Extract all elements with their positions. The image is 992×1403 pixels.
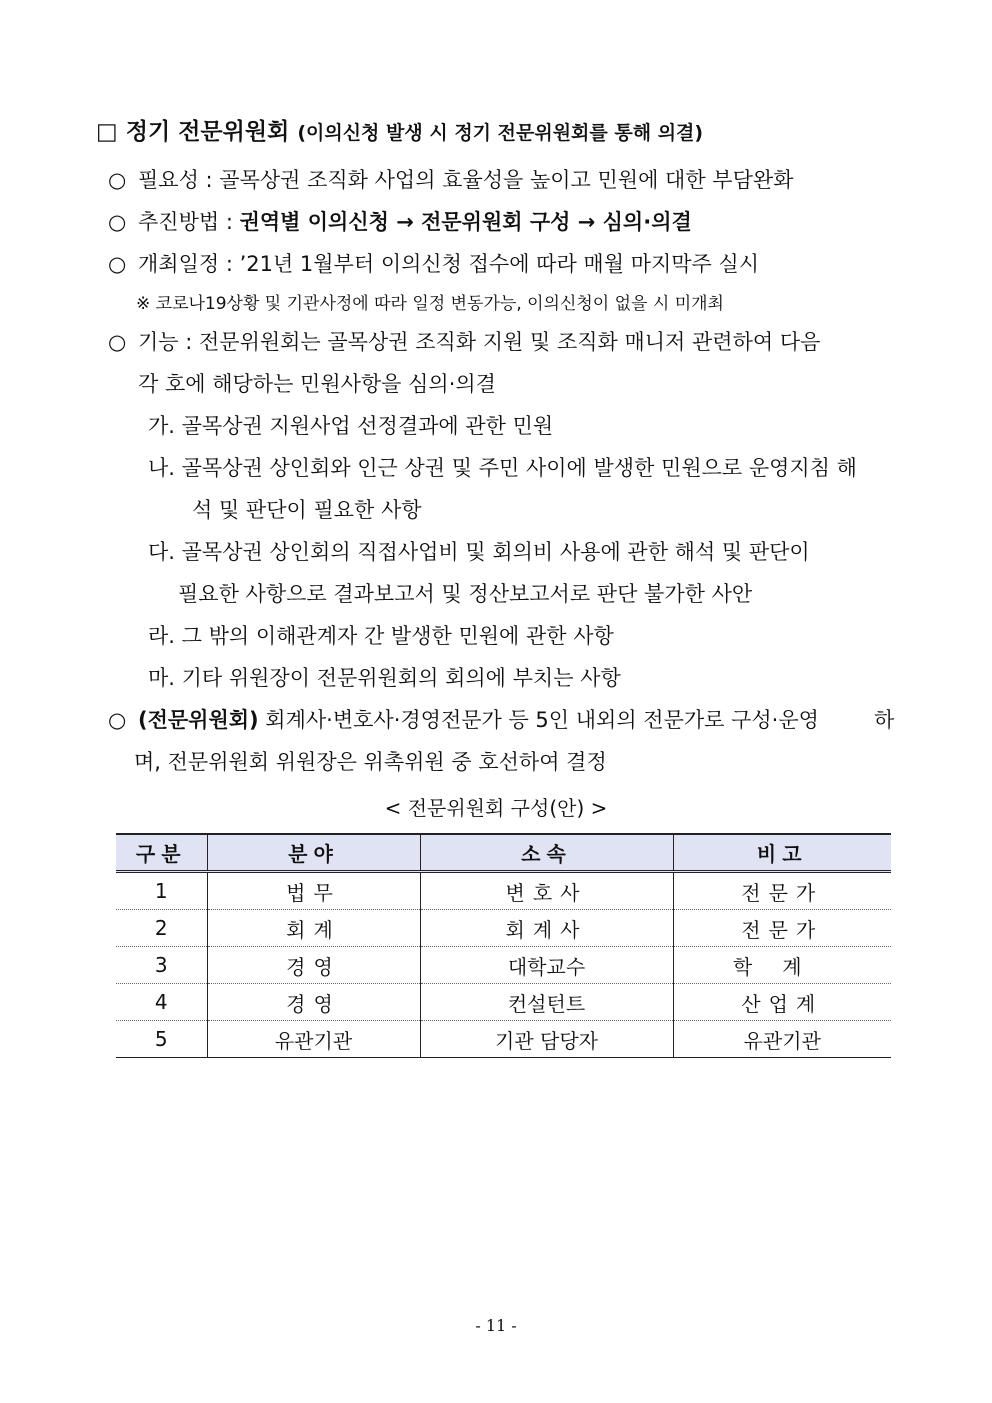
circle-bullet-icon: ○: [108, 252, 127, 276]
sub-item-ma: 마. 기타 위원장이 전문위원회의 회의에 부치는 사항: [148, 666, 621, 690]
sub-item-da: 다. 골목상권 상인회의 직접사업비 및 회의비 사용에 관한 해석 및 판단이: [148, 540, 810, 564]
method-flow: 권역별 이의신청 → 전문위원회 구성 → 심의·의결: [239, 210, 692, 234]
table-row: 3 경영 대학교수 학계: [116, 947, 891, 984]
header-field: 분야: [207, 834, 420, 872]
table-row: 4 경영 컨설턴트 산업계: [116, 984, 891, 1021]
table-row: 5 유관기관 기관 담당자 유관기관: [116, 1021, 891, 1058]
table-row: 1 법무 변호사 전문가: [116, 872, 891, 910]
page-number: - 11 -: [475, 1316, 517, 1335]
sub-item-da-cont: 필요한 사항으로 결과보고서 및 정산보고서로 판단 불가한 사안: [178, 582, 753, 606]
committee-composition-table: [116, 833, 891, 1058]
circle-bullet-icon: ○: [108, 210, 127, 234]
header-remarks: 비고: [673, 834, 891, 872]
checkbox-square-icon: □: [96, 119, 118, 145]
table-row: 2 회계 회계사 전문가: [116, 910, 891, 947]
sub-item-na: 나. 골목상권 상인회와 인근 상권 및 주민 사이에 발생한 민원으로 운영지침 해: [148, 456, 857, 480]
committee-line-2: 며, 전문위원회 위원장은 위촉위원 중 호선하여 결정: [134, 750, 607, 774]
sub-item-na-cont: 석 및 판단이 필요한 사항: [192, 498, 422, 522]
schedule-note: ※ 코로나19상황 및 기관사정에 따라 일정 변동가능, 이의신청이 없을 시 미개최: [136, 294, 724, 314]
sub-item-ra: 라. 그 밖의 이해관계자 간 발생한 민원에 관한 사항: [148, 624, 614, 648]
committee-line-end: 하: [874, 708, 895, 732]
item-necessity: ○ 필요성 : 골목상권 조직화 사업의 효율성을 높이고 민원에 대한 부담완화: [108, 168, 794, 192]
circle-bullet-icon: ○: [108, 708, 127, 732]
item-schedule: ○ 개최일정 : ’21년 1월부터 이의신청 접수에 따라 매월 마지막주 실시: [108, 252, 760, 276]
item-committee: ○ (전문위원회) 회계사·변호사·경영전문가 등 5인 내외의 전문가로 구성·운영: [108, 708, 819, 732]
item-function: ○ 기능 : 전문위원회는 골목상권 조직화 지원 및 조직화 매니저 관련하여 다음: [108, 330, 821, 354]
circle-bullet-icon: ○: [108, 330, 127, 354]
section-subtitle: (이의신청 발생 시 정기 전문위원회를 통해 의결): [297, 122, 704, 144]
circle-bullet-icon: ○: [108, 168, 127, 192]
sub-item-ga: 가. 골목상권 지원사업 선정결과에 관한 민원: [148, 414, 554, 438]
item-method: ○ 추진방법 : 권역별 이의신청 → 전문위원회 구성 → 심의·의결: [108, 210, 692, 234]
section-title: 정기 전문위원회: [125, 119, 290, 145]
header-affiliation: 소속: [420, 834, 673, 872]
table-caption: < 전문위원회 구성(안) >: [384, 796, 608, 820]
table-header-row: [116, 834, 891, 872]
function-line-2: 각 호에 해당하는 민원사항을 심의·의결: [138, 372, 496, 396]
section-heading: [96, 118, 703, 147]
header-category: 구분: [116, 834, 207, 872]
